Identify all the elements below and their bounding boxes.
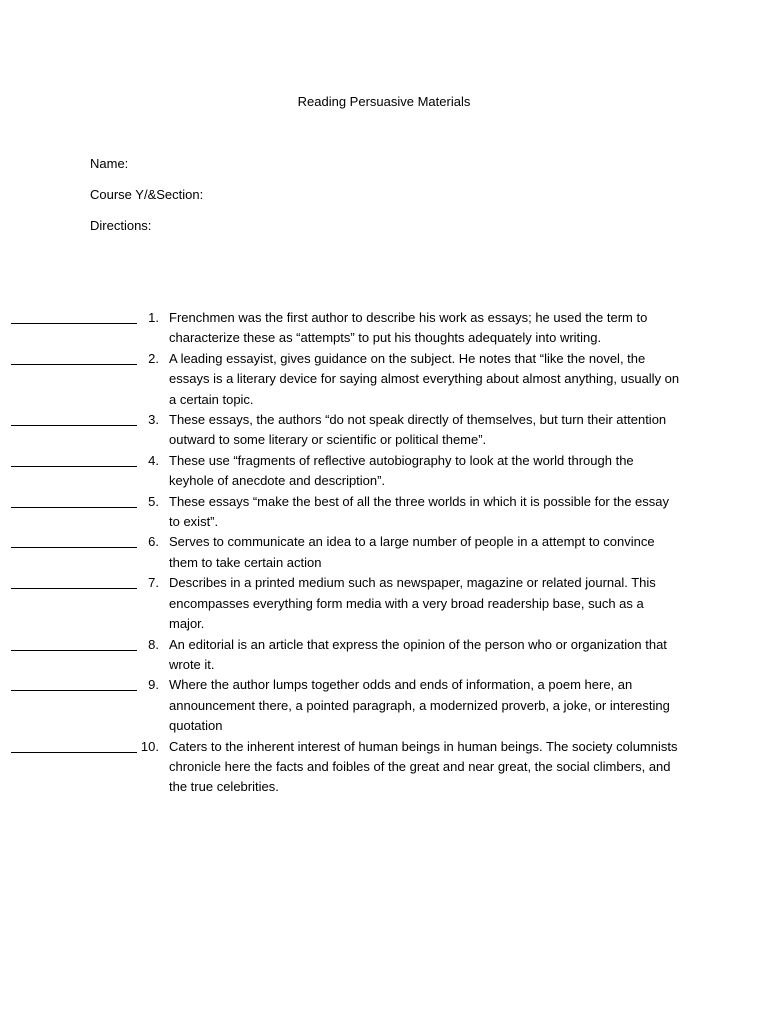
name-label: Name:	[90, 156, 129, 171]
question-item	[0, 532, 768, 573]
question-item	[0, 308, 768, 349]
answer-blank[interactable]	[11, 414, 137, 426]
directions-label: Directions:	[90, 218, 152, 233]
question-item	[0, 675, 768, 736]
question-number: 6.	[148, 534, 159, 550]
question-item	[0, 451, 768, 492]
question-item	[0, 737, 768, 798]
question-number: 9.	[148, 677, 159, 693]
question-number: 1.	[148, 310, 159, 325]
answer-blank[interactable]	[11, 353, 137, 365]
question-text: Describes in a printed medium such as newspaper, magazine or related journal. This encompasses everything form media with a very broad readership base, such as a major.	[169, 575, 656, 632]
question-item	[0, 492, 768, 533]
question-number: 7.	[148, 575, 159, 591]
question-number: 5.	[148, 493, 159, 509]
question-text: Caters to the inherent interest of human beings in human beings. The society columnists chronicle here the facts and foibles of the great and near great, the social climbers, and the true celebrities.	[169, 738, 678, 795]
question-list	[0, 308, 768, 798]
answer-blank[interactable]	[11, 455, 137, 467]
question-text: Where the author lumps together odds and ends of information, a poem here, an announcement there, a pointed paragraph, a modernized proverb, a joke, or interesting quotation	[169, 677, 670, 734]
answer-blank[interactable]	[11, 639, 137, 651]
question-number: 10.	[140, 738, 159, 754]
answer-blank[interactable]	[11, 536, 137, 548]
question-number: 3.	[148, 412, 159, 428]
question-text: These use “fragments of reflective autobiography to look at the world through the keyhole of anecdote and description”.	[169, 452, 634, 489]
question-number: 8.	[148, 636, 159, 652]
answer-blank[interactable]	[11, 679, 137, 691]
question-item	[0, 635, 768, 676]
answer-blank[interactable]	[11, 496, 137, 508]
question-item	[0, 349, 768, 410]
question-text: Frenchmen was the first author to describe his work as essays; he used the term to characterize these as “attempts” to put his thoughts adequately into writing.	[169, 310, 648, 346]
question-text: An editorial is an article that express the opinion of the person who or organization that wrote it.	[169, 636, 667, 672]
question-item	[0, 573, 768, 634]
question-text: Serves to communicate an idea to a large number of people in a attempt to convince them to take certain action	[169, 534, 655, 570]
course-section-label: Course Y/&Section:	[90, 187, 204, 202]
question-text: A leading essayist, gives guidance on the subject. He notes that “like the novel, the essays is a literary device for saying almost everything about almost anything, usually on a certain topic.	[169, 350, 680, 407]
question-number: 2.	[148, 350, 159, 366]
answer-blank[interactable]	[11, 577, 137, 589]
answer-blank[interactable]	[11, 741, 137, 753]
answer-blank[interactable]	[11, 312, 137, 324]
page-title: Reading Persuasive Materials	[297, 94, 471, 109]
question-item	[0, 410, 768, 451]
question-text: These essays “make the best of all the three worlds in which it is possible for the essay to exist”.	[169, 493, 670, 530]
question-text: These essays, the authors “do not speak directly of themselves, but turn their attention outward to some literary or scientific or political theme”.	[169, 412, 667, 448]
question-number: 4.	[148, 452, 159, 468]
